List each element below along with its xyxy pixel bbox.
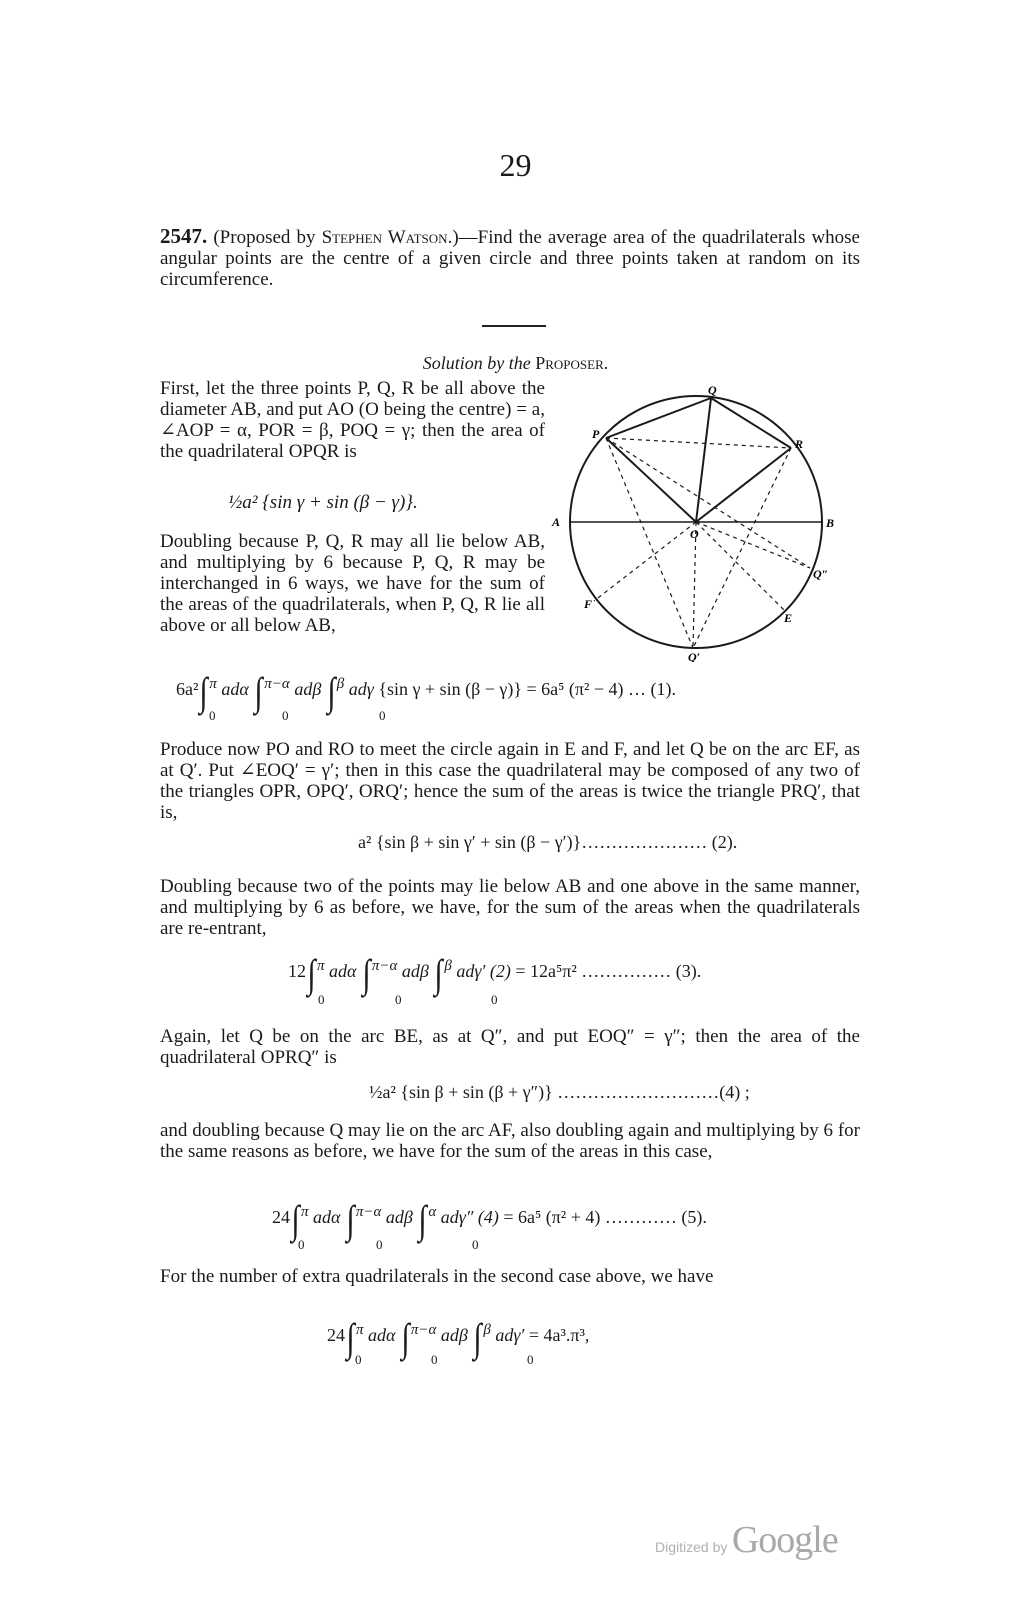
lower-limit: 0 xyxy=(355,1352,362,1367)
label-q: Q xyxy=(708,383,717,397)
equation-6: 24∫$^\pi$ adα ∫$^{\pi-\alpha}$ adβ ∫$^\beta$ adγ′ = 4a³.π³, xyxy=(327,1315,590,1360)
lower-limit: 0 xyxy=(527,1352,534,1367)
lower-limit: 0 xyxy=(491,992,498,1007)
solution-title xyxy=(0,353,1031,374)
integral-sign: ∫ xyxy=(401,1315,410,1360)
paragraph-2: Doubling because P, Q, R may all lie below AB, and multiplying by 6 because P, Q, R may be interchanged in 6 ways, we have for the sum of the areas of the quadrilaterals, when P, Q, R lie all above or all below AB, xyxy=(160,531,545,636)
integral-sign: ∫ xyxy=(307,951,316,996)
integral-sign: ∫ xyxy=(199,669,208,714)
integral-sign: ∫ xyxy=(327,669,336,714)
google-logo: Google xyxy=(731,1519,838,1561)
equation-area: ½a² {sin γ + sin (β − γ)}. xyxy=(228,492,418,513)
label-o: O xyxy=(690,527,699,541)
integral-sign: ∫ xyxy=(346,1197,355,1242)
lower-limit: 0 xyxy=(282,708,289,723)
lower-limit: 0 xyxy=(376,1237,383,1252)
solution-prefix: Solution by the xyxy=(422,353,531,373)
integral-sign: ∫ xyxy=(254,669,263,714)
label-e: E xyxy=(784,611,793,625)
paragraph-5: Again, let Q be on the arc BE, as at Q″, and put EOQ″ = γ″; then the area of the quadrilateral OPRQ″ is xyxy=(160,1026,860,1068)
separator-rule xyxy=(482,325,546,327)
circle-figure xyxy=(548,382,853,662)
paragraph-7: For the number of extra quadrilaterals in the second case above, we have xyxy=(160,1266,714,1287)
label-b: B xyxy=(826,516,835,530)
label-q-prime: Q′ xyxy=(688,650,701,662)
paragraph-1: First, let the three points P, Q, R be all above the diameter AB, and put AO (O being the centre) = a, ∠AOP = α, POR = β, POQ = γ; then the area of the quadrilateral OPQR is xyxy=(160,378,545,462)
integral-sign: ∫ xyxy=(434,951,443,996)
paragraph-3: Produce now PO and RO to meet the circle again in E and F, and let Q be on the arc EF, as at Q′. Put ∠EOQ′ = γ′; then in this case the quadrilateral may be composed of any two of the triangles OPR, OPQ′, ORQ′; hence the sum of the areas is twice the triangle PRQ′, that is, xyxy=(160,739,860,823)
equation-3: 12∫$^\pi$ adα ∫$^{\pi-\alpha}$ adβ ∫$^\beta$ adγ′ (2) = 12a⁵π² …………… (3). xyxy=(288,951,702,996)
lower-limit: 0 xyxy=(379,708,386,723)
label-a: A xyxy=(552,515,561,529)
proposer-name: Stephen Watson xyxy=(321,227,448,248)
label-p: P xyxy=(592,427,600,441)
equation-2: a² {sin β + sin γ′ + sin (β − γ′)}………………… (2). xyxy=(358,832,738,852)
paragraph-4: Doubling because two of the points may lie below AB and one above in the same manner, and multiplying by 6 as before, we have, for the sum of the areas when the quadrilaterals are re-entrant, xyxy=(160,876,860,939)
label-r: R xyxy=(795,437,804,451)
integral-sign: ∫ xyxy=(346,1315,355,1360)
lower-limit: 0 xyxy=(472,1237,479,1252)
integral-sign: ∫ xyxy=(362,951,371,996)
watermark-prefix: Digitized by xyxy=(655,1539,728,1555)
lower-limit: 0 xyxy=(209,708,216,723)
equation-1: 6a²∫$^\pi$ adα ∫$^{\pi-\alpha}$ adβ ∫$^\beta$ adγ {sin γ + sin (β − γ)} = 6a⁵ (π² − 4) … (1). xyxy=(176,669,677,714)
solution-name: Proposer. xyxy=(535,353,609,373)
problem-statement xyxy=(160,226,860,290)
equation-5: 24∫$^\pi$ adα ∫$^{\pi-\alpha}$ adβ ∫$^\alpha$ adγ″ (4) = 6a⁵ (π² + 4) ………… (5). xyxy=(272,1197,707,1242)
lower-limit: 0 xyxy=(318,992,325,1007)
integral-sign: ∫ xyxy=(473,1315,482,1360)
label-q-double-prime: Q″ xyxy=(813,567,829,581)
paragraph-6: and doubling because Q may lie on the arc AF, also doubling again and multiplying by 6 for the same reasons as before, we have for the sum of the areas in this case, xyxy=(160,1120,860,1162)
google-watermark xyxy=(655,1518,838,1562)
proposer-intro: (Proposed by xyxy=(213,227,316,248)
lower-limit: 0 xyxy=(431,1352,438,1367)
integral-sign: ∫ xyxy=(291,1197,300,1242)
page-number: 29 xyxy=(499,147,532,183)
label-f: F xyxy=(584,597,593,611)
problem-number: 2547. xyxy=(160,224,208,248)
integral-sign: ∫ xyxy=(418,1197,427,1242)
problem-text: .)—Find the average area of the quadrilaterals whose angular points are the centre of a given circle and three points taken at random on its circumference. xyxy=(160,227,860,290)
equation-4: ½a² {sin β + sin (β + γ″)} ………………………(4) ; xyxy=(369,1082,750,1102)
lower-limit: 0 xyxy=(395,992,402,1007)
lower-limit: 0 xyxy=(298,1237,305,1252)
